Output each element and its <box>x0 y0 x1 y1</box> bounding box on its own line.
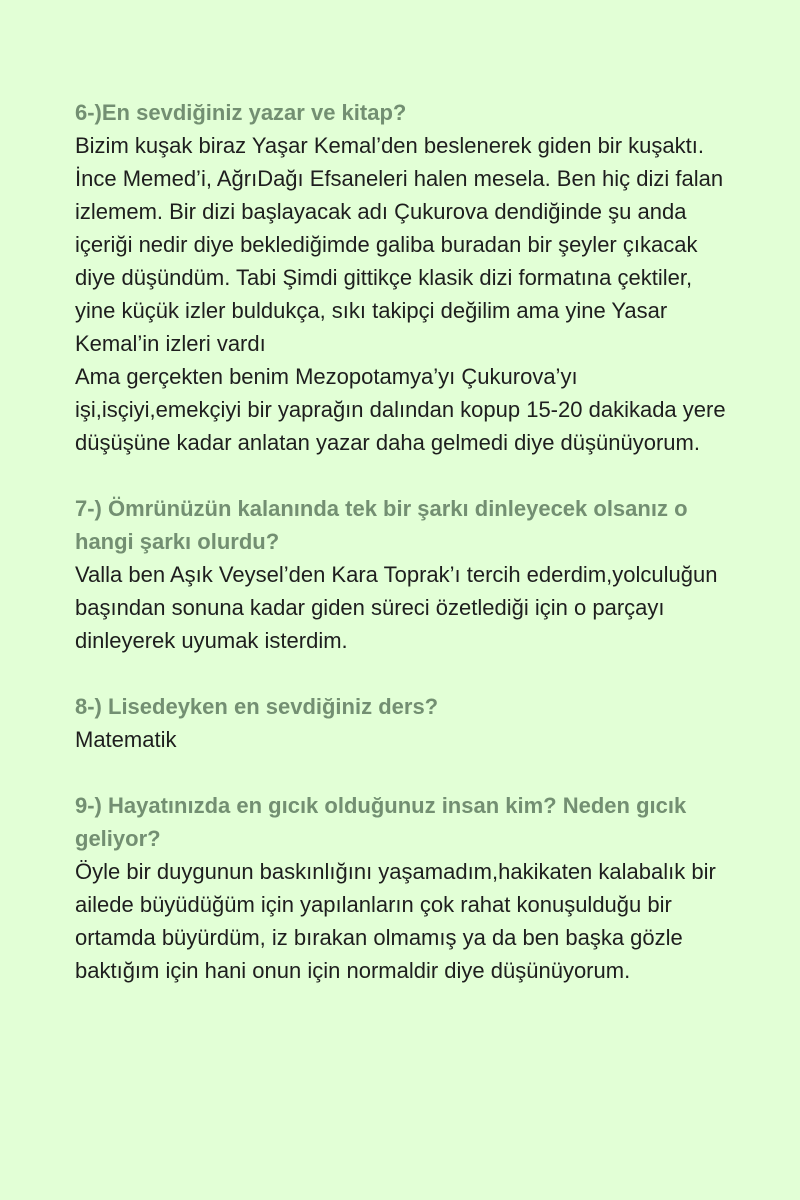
question-heading: 7-) Ömrünüzün kalanında tek bir şarkı dinleyecek olsanız o hangi şarkı olurdu? <box>75 496 688 554</box>
qa-item-9 <box>75 789 730 987</box>
answer-paragraph: Ama gerçekten benim Mezopotamya’yı Çukurova’yı işi,isçiyi,emekçiyi bir yaprağın dalından kopup 15-20 dakikada yere düşüşüne kadar anlatan yazar daha gelmedi diye düşünüyorum. <box>75 364 726 455</box>
qa-item-6 <box>75 96 730 459</box>
question-heading: 6-)En sevdiğiniz yazar ve kitap? <box>75 100 407 125</box>
qa-item-7 <box>75 492 730 657</box>
question-heading: 8-) Lisedeyken en sevdiğiniz ders? <box>75 694 439 719</box>
qa-item-8 <box>75 690 730 756</box>
answer-paragraph: Matematik <box>75 727 177 752</box>
question-heading: 9-) Hayatınızda en gıcık olduğunuz insan kim? Neden gıcık geliyor? <box>75 793 687 851</box>
answer-paragraph: Öyle bir duygunun baskınlığını yaşamadım,hakikaten kalabalık bir ailede büyüdüğüm için yapılanların çok rahat konuşulduğu bir ortamda büyürdüm, iz bırakan olmamış ya da ben başka gözle baktığım için hani onun için normaldir diye düşünüyorum. <box>75 859 716 983</box>
answer-paragraph: Bizim kuşak biraz Yaşar Kemal’den beslenerek giden bir kuşaktı. İnce Memed’i, AğrıDağı Efsaneleri halen mesela. Ben hiç dizi falan izlemem. Bir dizi başlayacak adı Çukurova dendiğinde şu anda içeriği nedir diye beklediğimde galiba buradan bir şeyler çıkacak diye düşündüm. Tabi Şimdi gittikçe klasik dizi formatına çektiler, yine küçük izler buldukça, sıkı takipçi değilim ama yine Yasar Kemal’in izleri vardı <box>75 133 724 356</box>
answer-paragraph: Valla ben Aşık Veysel’den Kara Toprak’ı tercih ederdim,yolculuğun başından sonuna kadar giden süreci özetlediği için o parçayı dinleyerek uyumak isterdim. <box>75 562 718 653</box>
